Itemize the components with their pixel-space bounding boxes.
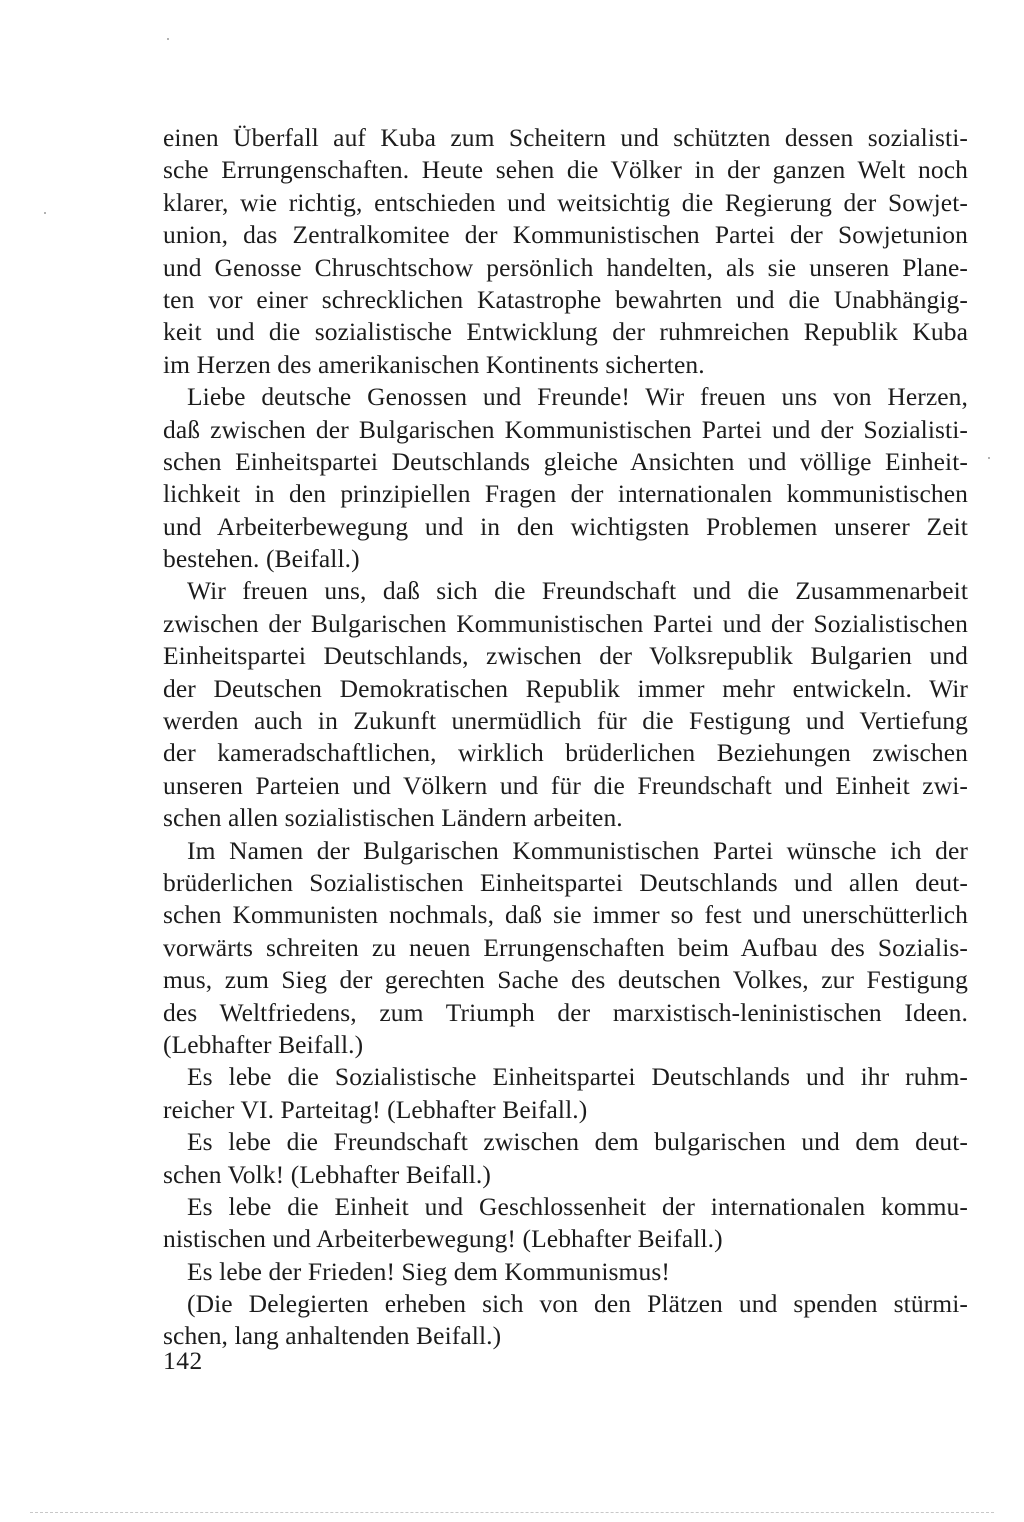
paragraph (163, 1126, 968, 1191)
text-line: schen allen sozialistischen Ländern arbeiten. (163, 803, 623, 833)
scan-speck (44, 212, 46, 214)
text-line: nistischen und Arbeiterbewegung! (Lebhafter Beifall.) (163, 1224, 723, 1254)
text-line: der Deutschen Demokratischen Republik immer mehr entwickeln. Wir (163, 673, 968, 703)
text-line: schen Einheitspartei Deutschlands gleiche Ansichten und völlige Einheit- (163, 446, 968, 476)
paragraph (163, 381, 968, 575)
text-line: der kameradschaftlichen, wirklich brüderlichen Beziehungen zwischen (163, 738, 968, 768)
body-text (163, 122, 968, 1353)
paragraph (163, 1191, 968, 1256)
text-line: Es lebe die Freundschaft zwischen dem bulgarischen und dem deut- (187, 1127, 968, 1157)
text-line: im Herzen des amerikanischen Kontinents sicherten. (163, 349, 705, 379)
page-number: 142 (163, 1346, 203, 1375)
scan-edge-line (30, 1512, 994, 1514)
text-line: einen Überfall auf Kuba zum Scheitern und schützten dessen sozialisti- (163, 123, 968, 152)
scan-speck (167, 38, 169, 40)
text-line: klarer, wie richtig, entschieden und weitsichtig die Regierung der Sowjet- (163, 187, 968, 217)
text-line: Es lebe die Sozialistische Einheitspartei Deutschlands und ihr ruhm- (187, 1062, 968, 1092)
text-line: vorwärts schreiten zu neuen Errungenschaften beim Aufbau des Sozialis- (163, 932, 968, 962)
paragraph (163, 1256, 968, 1288)
paragraph (163, 835, 968, 1062)
text-line: bestehen. (Beifall.) (163, 544, 360, 574)
text-line: und Arbeiterbewegung und in den wichtigsten Problemen unserer Zeit (163, 511, 968, 541)
text-line: und Genosse Chruschtschow persönlich handelten, als sie unseren Plane- (163, 252, 968, 282)
text-line: daß zwischen der Bulgarischen Kommunistischen Partei und der Sozialisti- (163, 414, 968, 444)
text-line: Wir freuen uns, daß sich die Freundschaft und die Zusammenarbeit (187, 576, 968, 606)
scan-speck (988, 457, 990, 459)
paragraph (163, 1288, 968, 1353)
text-line: Es lebe der Frieden! Sieg dem Kommunismus! (187, 1256, 670, 1286)
paragraph (163, 1061, 968, 1126)
text-line: zwischen der Bulgarischen Kommunistischen Partei und der Sozialistischen (163, 608, 968, 638)
text-line: mus, zum Sieg der gerechten Sache des deutschen Volkes, zur Festigung (163, 965, 968, 995)
paragraph (163, 122, 968, 381)
text-line: keit und die sozialistische Entwicklung der ruhmreichen Republik Kuba (163, 317, 968, 347)
text-line: (Die Delegierten erheben sich von den Plätzen und spenden stürmi- (187, 1289, 968, 1319)
text-line: Einheitspartei Deutschlands, zwischen der Volksrepublik Bulgarien und (163, 641, 968, 671)
text-line: (Lebhafter Beifall.) (163, 1029, 364, 1059)
text-line: ten vor einer schrecklichen Katastrophe bewahrten und die Unabhängig- (163, 284, 968, 314)
text-line: unseren Parteien und Völkern und für die Freundschaft und Einheit zwi- (163, 770, 968, 800)
text-line: Liebe deutsche Genossen und Freunde! Wir freuen uns von Herzen, (187, 382, 968, 412)
text-line: brüderlichen Sozialistischen Einheitspartei Deutschlands und allen deut- (163, 867, 968, 897)
text-line: des Weltfriedens, zum Triumph der marxistisch-leninistischen Ideen. (163, 997, 968, 1027)
text-line: reicher VI. Parteitag! (Lebhafter Beifall.) (163, 1094, 588, 1124)
text-line: schen Volk! (Lebhafter Beifall.) (163, 1159, 491, 1189)
text-line: Es lebe die Einheit und Geschlossenheit der internationalen kommu- (187, 1191, 968, 1221)
paragraph (163, 575, 968, 834)
text-line: werden auch in Zukunft unermüdlich für die Festigung und Vertiefung (163, 706, 968, 736)
text-line: union, das Zentralkomitee der Kommunistischen Partei der Sowjetunion (163, 220, 968, 250)
text-line: sche Errungenschaften. Heute sehen die Völker in der ganzen Welt noch (163, 155, 968, 185)
text-line: Im Namen der Bulgarischen Kommunistischen Partei wünsche ich der (187, 835, 968, 865)
text-line: lichkeit in den prinzipiellen Fragen der internationalen kommunistischen (163, 479, 968, 509)
text-line: schen, lang anhaltenden Beifall.) (163, 1321, 502, 1351)
text-line: schen Kommunisten nochmals, daß sie immer so fest und unerschütterlich (163, 900, 968, 930)
